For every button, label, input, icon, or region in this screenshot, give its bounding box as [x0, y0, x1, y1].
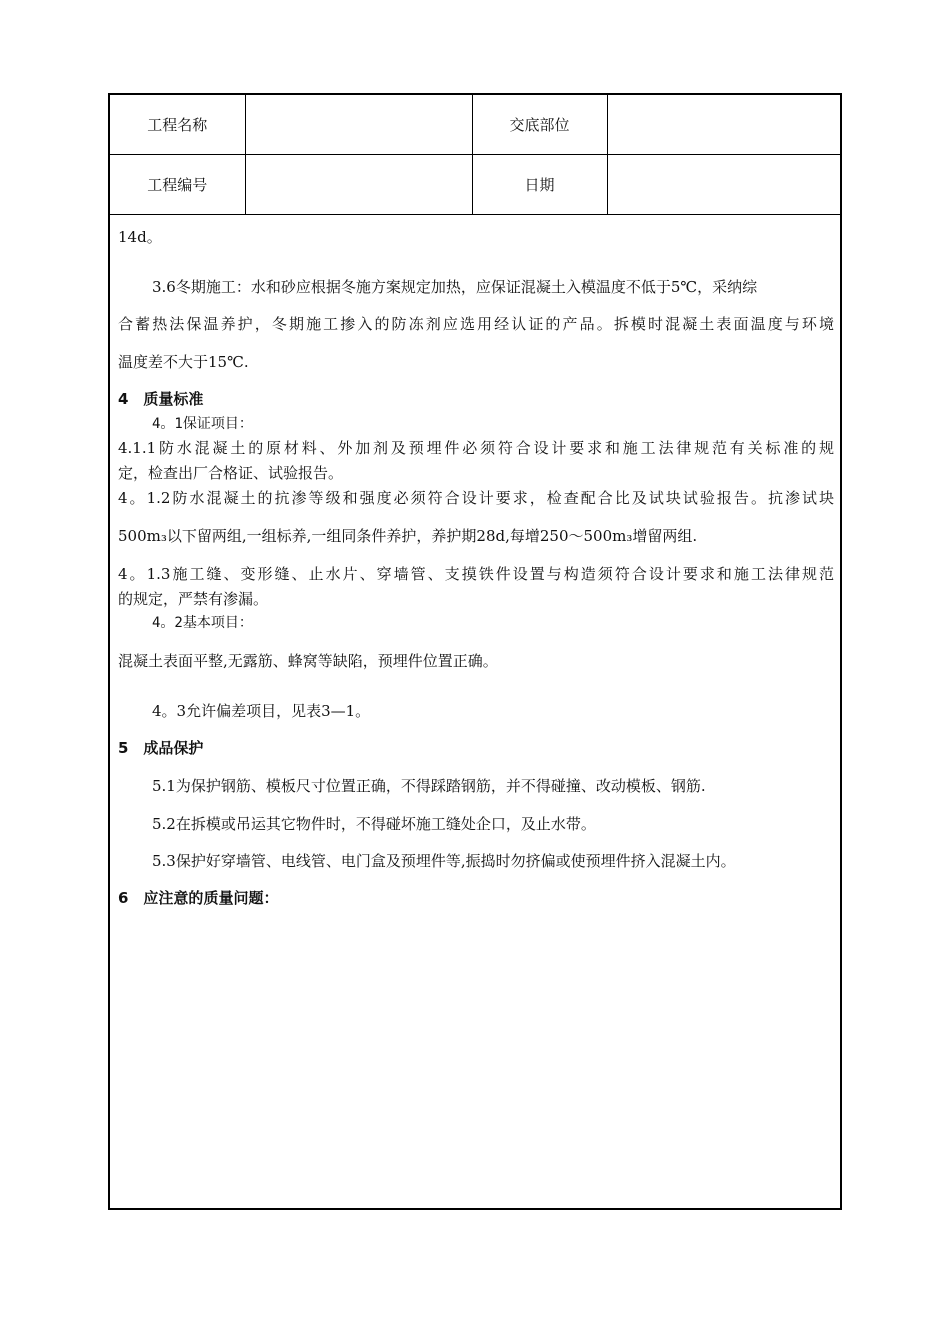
location-value[interactable] — [607, 95, 840, 155]
paragraph-line: 3.6冬期施工：水和砂应根据冬施方案规定加热，应保证混凝土入模温度不低于5℃，采纳综 — [152, 278, 758, 296]
paragraph-line: 4。1.3施工缝、变形缝、止水片、穿墙管、支摸铁件设置与构造须符合设计要求和施工法律规范 — [118, 565, 834, 583]
project-no-value[interactable] — [245, 155, 472, 215]
project-name-label: 工程名称 — [110, 95, 245, 155]
section-heading-issues: 6 应注意的质量问题： — [118, 889, 279, 907]
paragraph-line: 混凝土表面平整,无露筋、蜂窝等缺陷，预埋件位置正确。 — [118, 652, 498, 670]
section-heading-protection: 5 成品保护 — [118, 739, 204, 757]
header-table — [110, 95, 840, 215]
paragraph-line: 500m₃以下留两组,一组标养,一组同条件养护，养护期28d,每增250～500m₃增留两组. — [118, 527, 698, 545]
date-label: 日期 — [472, 155, 607, 215]
subsection-heading: 4。1保证项目： — [152, 416, 253, 432]
subsection-heading: 4。3允许偏差项目，见表3—1。 — [152, 702, 371, 720]
paragraph-line: 4。1.2防水混凝土的抗渗等级和强度必须符合设计要求，检查配合比及试块试验报告。抗渗试块 — [118, 489, 834, 507]
paragraph-line: 的规定，严禁有渗漏。 — [118, 590, 269, 608]
paragraph-line: 5.2在拆模或吊运其它物件时，不得碰坏施工缝处企口，及止水带。 — [152, 815, 596, 833]
paragraph-line: 5.1为保护钢筋、模板尺寸位置正确，不得踩踏钢筋，并不得碰撞、改动模板、钢筋. — [152, 777, 706, 795]
project-no-label: 工程编号 — [110, 155, 245, 215]
paragraph-line: 温度差不大于15℃. — [118, 353, 249, 371]
paragraph-line: 合蓄热法保温养护，冬期施工掺入的防冻剂应选用经认证的产品。拆模时混凝土表面温度与环境 — [118, 315, 834, 333]
header-row-2 — [110, 155, 840, 215]
paragraph-line: 定，检查出厂合格证、试验报告。 — [118, 464, 344, 482]
paragraph-line: 4.1.1防水混凝土的原材料、外加剂及预埋件必须符合设计要求和施工法律规范有关标准的规 — [118, 439, 834, 457]
disclosure-form — [108, 93, 842, 1210]
section-heading-quality: 4 质量标准 — [118, 390, 204, 408]
subsection-heading: 4。2基本项目： — [152, 615, 253, 631]
location-label: 交底部位 — [472, 95, 607, 155]
header-row-1 — [110, 95, 840, 155]
paragraph-line: 5.3保护好穿墙管、电线管、电门盒及预埋件等,振捣时勿挤偏或使预埋件挤入混凝土内。 — [152, 852, 736, 870]
date-value[interactable] — [607, 155, 840, 215]
project-name-value[interactable] — [245, 95, 472, 155]
paragraph-line: 14d。 — [118, 228, 162, 246]
